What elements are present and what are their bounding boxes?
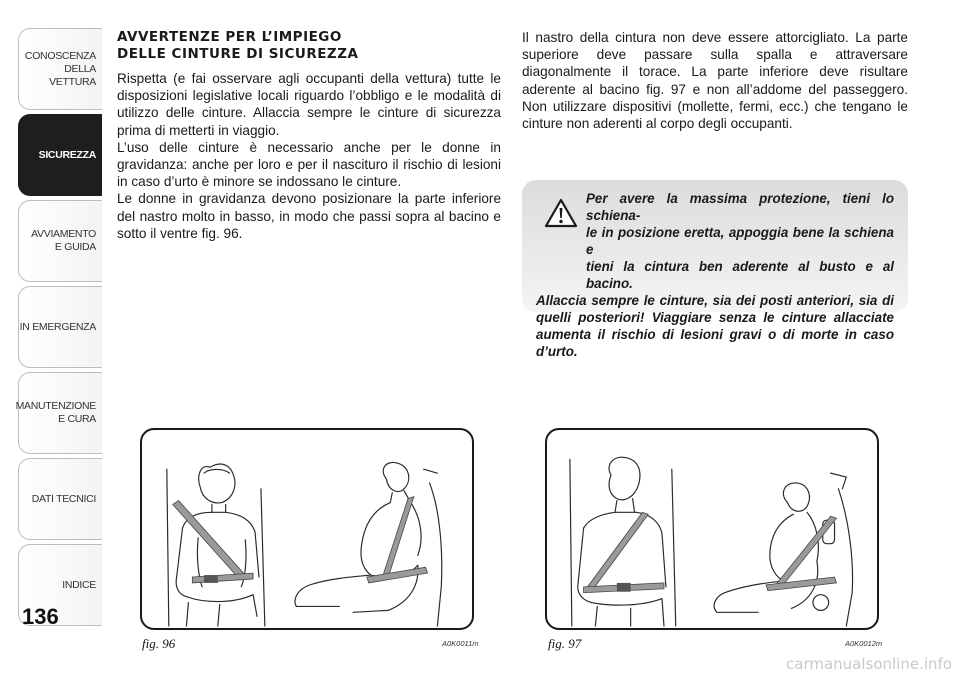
heading-line-1: AVVERTENZE PER L’IMPIEGO [117,29,342,45]
tab-dati-tecnici[interactable]: DATI TECNICI [18,458,102,540]
tab-conoscenza-della-vettura[interactable]: CONOSCENZA DELLA VETTURA [18,28,102,110]
pregnant-woman-seatbelt-illustration [142,430,472,628]
warning-rest: Allaccia sempre le cinture, sia dei posti anteriori, sia di quelli posteriori! Viaggiare senza le cinture allacciate aumenta il rischio di lesioni gravi o di morte in caso d’urto. [536,293,894,359]
tab-avviamento-e-guida[interactable]: AVVIAMENTO E GUIDA [18,200,102,282]
paragraph-1: Rispetta (e fai osservare agli occupanti della vettura) tutte le disposizioni legislative locali riguardo l’obbligo e le modalità di utilizzo delle cinture. Allaccia sempre le cinture di sicurezza prima di metterti in viaggio. [117,71,501,138]
warning-triangle-icon [544,198,578,228]
figure-97-label: fig. 97 [548,636,582,651]
left-column-text [117,70,501,242]
figure-96-label: fig. 96 [142,636,176,651]
figure-97-illustration [545,428,879,630]
warning-text [536,190,894,360]
tab-manutenzione-e-cura[interactable]: MANUTENZIONE E CURA [18,372,102,454]
heading-line-2: DELLE CINTURE DI SICUREZZA [117,46,359,62]
warning-line-3: tieni la cintura ben aderente al busto e al bacino. [586,259,894,291]
warning-line-2: le in posizione eretta, appoggia bene la schiena e [586,225,894,257]
warning-box [522,180,908,359]
section-heading [117,29,497,63]
watermark: carmanualsonline.info [786,655,952,673]
paragraph-3: Le donne in gravidanza devono posizionare la parte inferiore del nastro molto in basso, in modo che passi sopra al bacino e sotto il ventre fig. 96. [117,191,501,241]
tab-in-emergenza[interactable]: IN EMERGENZA [18,286,102,368]
tab-sicurezza[interactable]: SICUREZZA [18,114,102,196]
correct-seatbelt-position-illustration [547,430,877,628]
figure-97-code: A0K0012m [845,639,883,648]
right-paragraph: Il nastro della cintura non deve essere attorcigliato. La parte superiore deve passare sulla spalla e attraversare diagonalmente il torace. La parte inferiore deve risultare aderente al bacino fig. 97 e non all’addome del passeggero. Non utilizzare dispositivi (mollette, fermi, ecc.) che tengano le cinture non aderenti al corpo degli occupanti. [522,30,908,132]
warning-line-1: Per avere la massima protezione, tieni lo schiena- [586,191,894,223]
figure-96-illustration [140,428,474,630]
tab-indice[interactable]: INDICE [18,544,102,626]
paragraph-2: L’uso delle cinture è necessario anche per le donne in gravidanza: anche per loro e per il nascituro il rischio di lesioni in caso d’urto è minore se indossano le cinture. [117,139,501,190]
right-column-text [522,29,908,132]
figure-96-code: A0K0011m [442,639,479,648]
page-number: 136 [22,604,59,629]
